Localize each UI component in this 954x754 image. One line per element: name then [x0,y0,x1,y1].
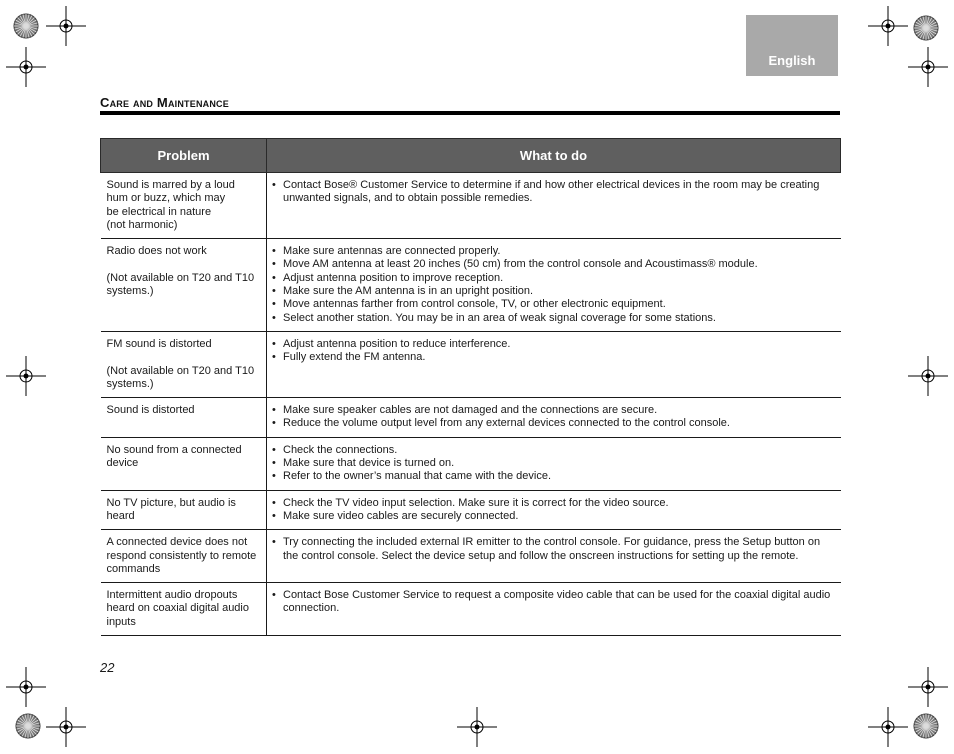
registration-crosshair-icon [6,47,46,87]
solution-item: • Move AM antenna at least 20 inches (50 cm) from the control console and Acoustimass® module. [272,258,837,271]
registration-crosshair-icon [46,707,86,747]
registration-crosshair-icon [457,707,497,747]
troubleshooting-table [100,138,841,636]
solution-cell [267,583,841,636]
table-row [101,583,841,636]
section-title: Care and Maintenance [100,95,229,110]
solution-item: • Check the connections. [272,444,837,457]
solution-item: • Make sure the AM antenna is in an upright position. [272,285,837,298]
table-row [101,437,841,490]
solution-item: • Contact Bose Customer Service to request a composite video cable that can be used for the coaxial digital audio connection. [272,589,837,616]
problem-cell: Sound is marred by a loud hum or buzz, which may be electrical in nature (not harmonic) [101,173,267,239]
solution-cell [267,490,841,530]
registration-crosshair-icon [6,356,46,396]
registration-crosshair-icon [908,47,948,87]
registration-starburst-icon [913,713,939,739]
problem-cell: No TV picture, but audio is heard [101,490,267,530]
solution-item: • Refer to the owner’s manual that came with the device. [272,470,837,483]
registration-crosshair-icon [6,667,46,707]
registration-crosshair-icon [46,6,86,46]
solution-cell [267,331,841,397]
column-header-problem: Problem [101,139,267,173]
problem-cell: Intermittent audio dropouts heard on coaxial digital audio inputs [101,583,267,636]
table-row [101,530,841,583]
registration-crosshair-icon [908,667,948,707]
problem-cell: No sound from a connected device [101,437,267,490]
registration-starburst-icon [913,15,939,41]
solution-item: • Reduce the volume output level from any external devices connected to the control console. [272,417,837,430]
solution-item: • Adjust antenna position to reduce interference. [272,338,837,351]
solution-item: • Make sure antennas are connected properly. [272,245,837,258]
table-header-row [101,139,841,173]
registration-crosshair-icon [908,356,948,396]
solution-list [272,497,837,524]
solution-list [272,245,837,325]
solution-item: • Move antennas farther from control console, TV, or other electronic equipment. [272,298,837,311]
solution-cell [267,173,841,239]
problem-cell: A connected device does not respond consistently to remote commands [101,530,267,583]
solution-list [272,404,837,431]
table-row [101,490,841,530]
solution-list [272,536,837,563]
solution-cell [267,398,841,438]
solution-item: • Make sure video cables are securely connected. [272,510,837,523]
solution-list [272,338,837,365]
registration-crosshair-icon [868,6,908,46]
table-row [101,239,841,332]
solution-item: • Fully extend the FM antenna. [272,351,837,364]
page-number: 22 [100,660,115,675]
solution-list [272,179,837,206]
solution-item: • Try connecting the included external IR emitter to the control console. For guidance, press the Setup button on the control console. Select the device setup and follow the onscreen instructions for setting up the remote. [272,536,837,563]
registration-starburst-icon [15,713,41,739]
solution-cell [267,437,841,490]
table-row [101,173,841,239]
column-header-what-to-do: What to do [267,139,841,173]
solution-item: • Make sure that device is turned on. [272,457,837,470]
solution-item: • Adjust antenna position to improve reception. [272,272,837,285]
solution-cell [267,530,841,583]
problem-cell: Radio does not work (Not available on T20 and T10 systems.) [101,239,267,332]
solution-item: • Contact Bose® Customer Service to determine if and how other electrical devices in the room may be creating unwanted signals, and to obtain possible remedies. [272,179,837,206]
table-row [101,331,841,397]
solution-item: • Check the TV video input selection. Make sure it is correct for the video source. [272,497,837,510]
language-tab[interactable]: English [746,15,838,76]
solution-cell [267,239,841,332]
solution-list [272,444,837,484]
title-rule [100,111,840,115]
registration-starburst-icon [13,13,39,39]
table-row [101,398,841,438]
problem-cell: Sound is distorted [101,398,267,438]
solution-list [272,589,837,616]
registration-crosshair-icon [868,707,908,747]
solution-item: • Make sure speaker cables are not damaged and the connections are secure. [272,404,837,417]
problem-cell: FM sound is distorted (Not available on T20 and T10 systems.) [101,331,267,397]
solution-item: • Select another station. You may be in an area of weak signal coverage for some stations. [272,312,837,325]
